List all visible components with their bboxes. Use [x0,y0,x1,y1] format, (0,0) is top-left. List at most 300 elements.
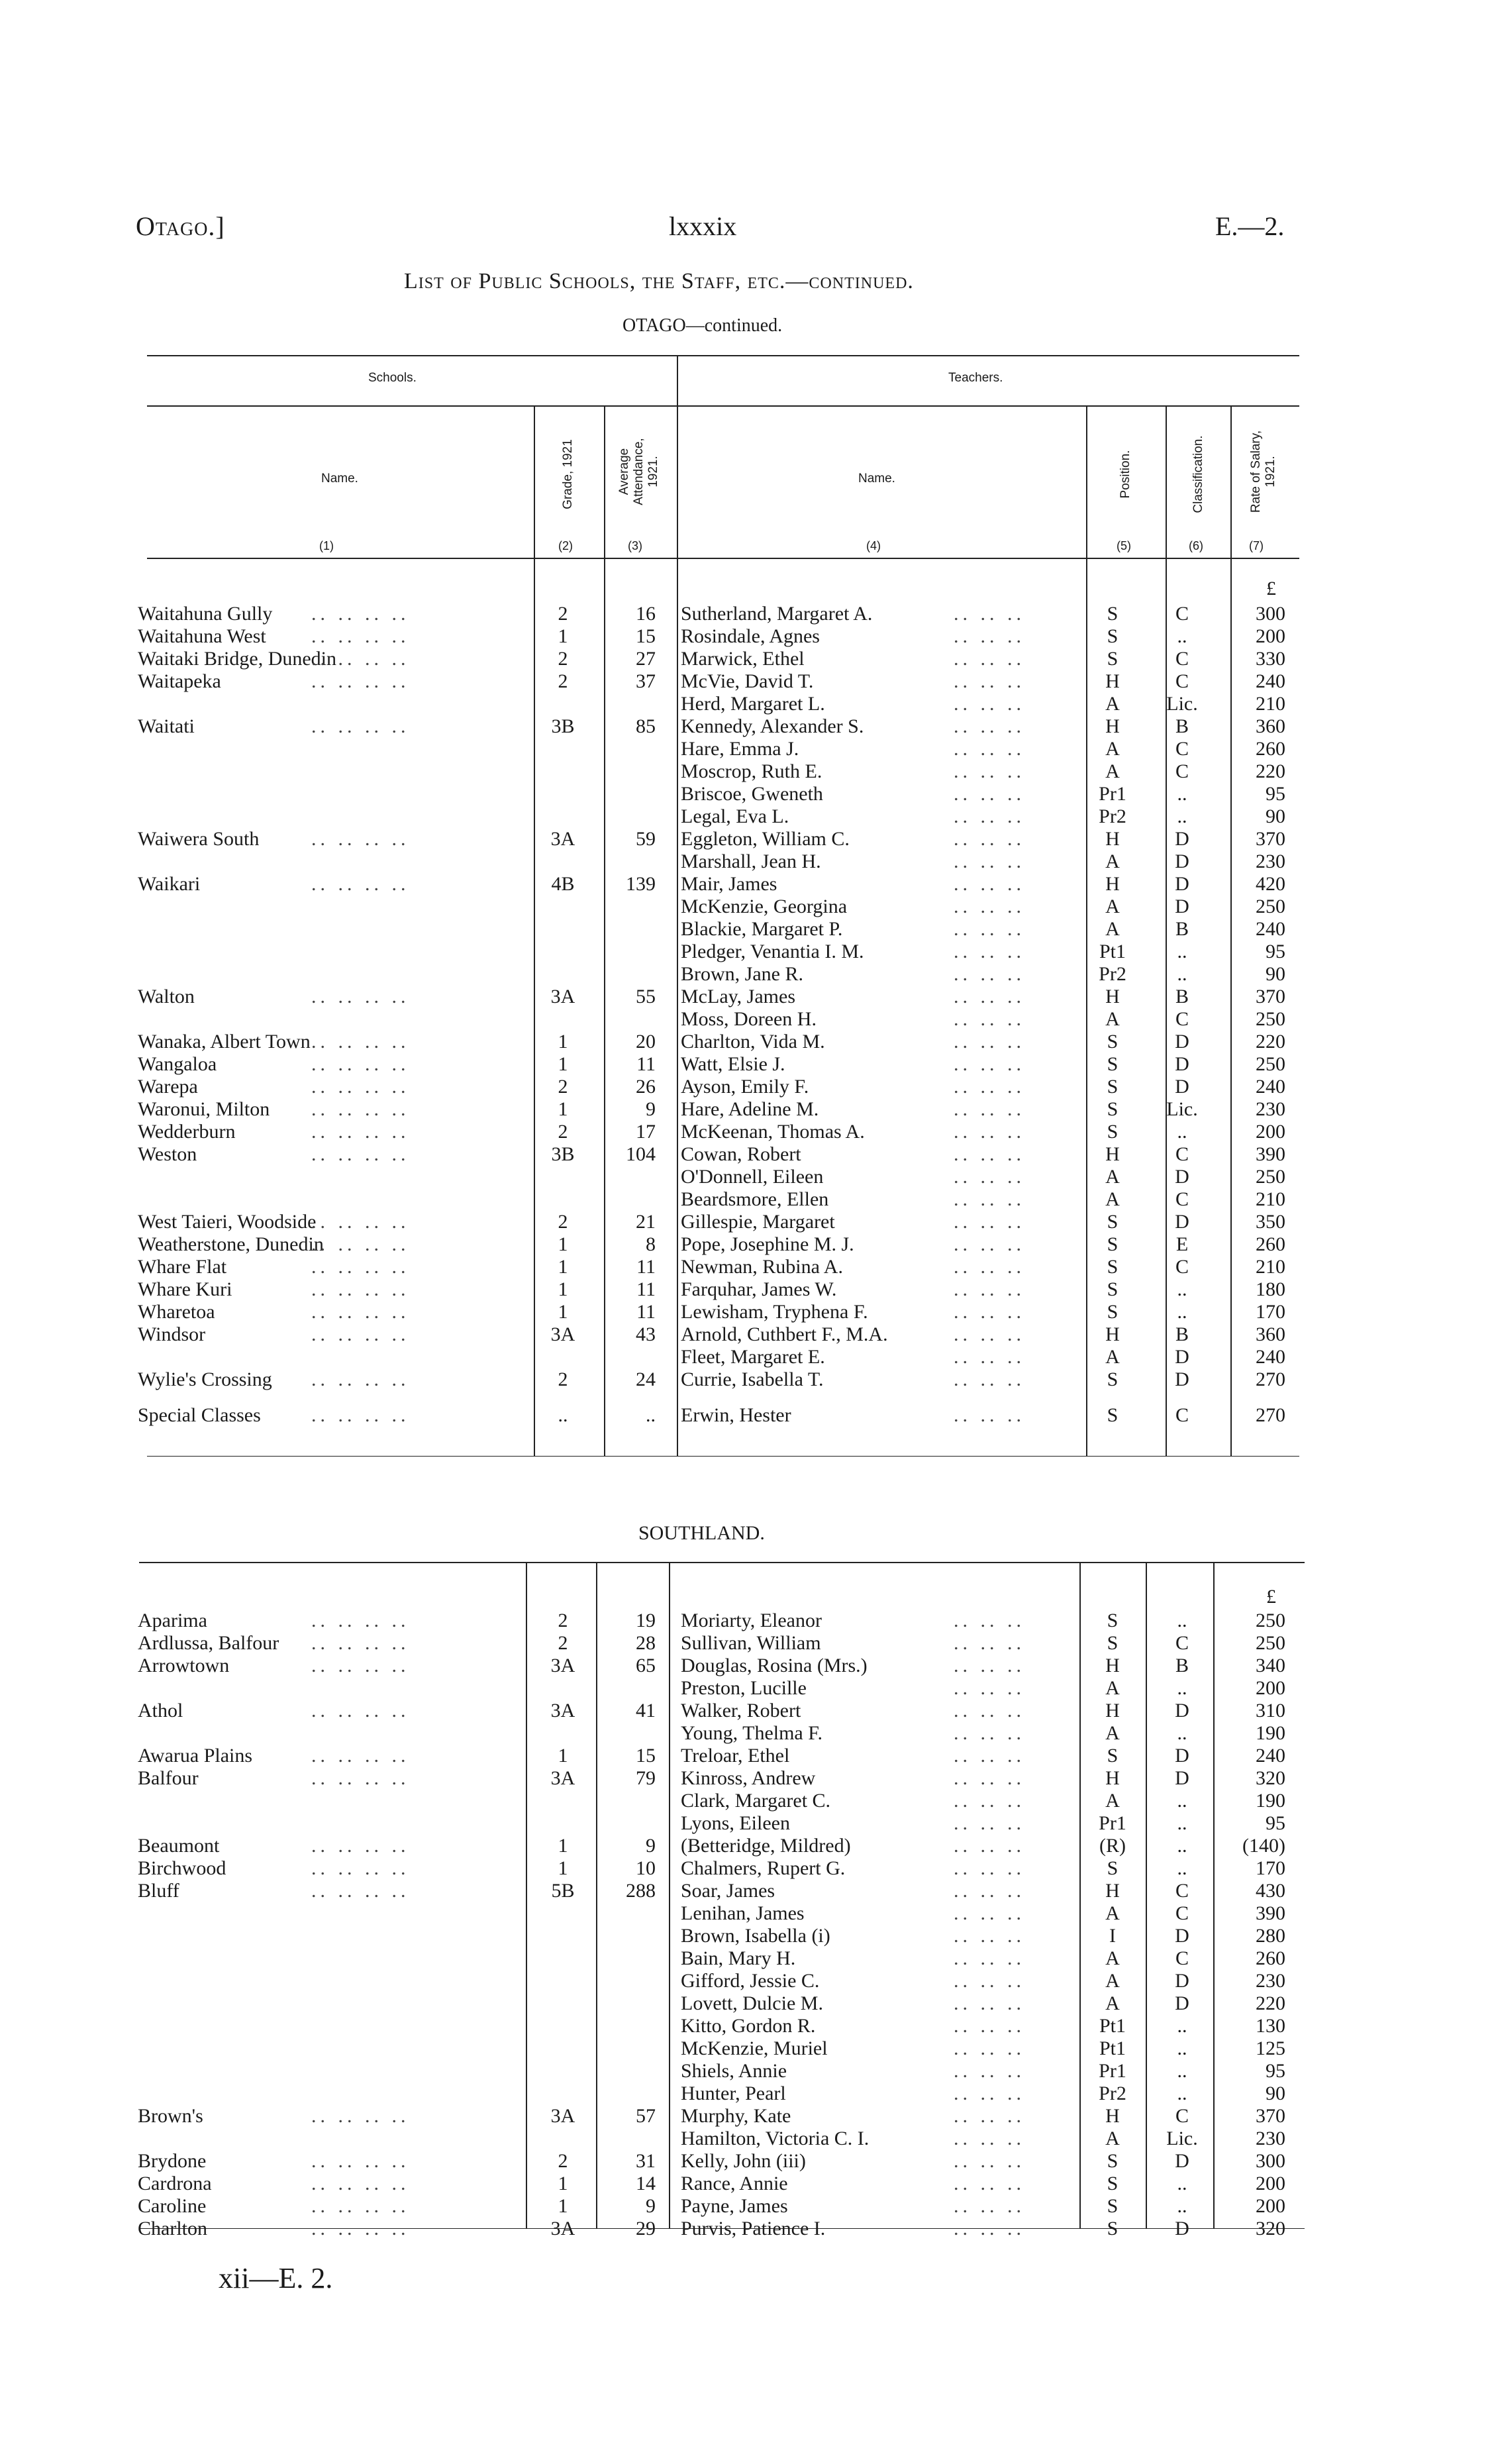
position: A [1105,1947,1120,1969]
column-number: (7) [1249,539,1264,552]
school-name: Waronui, Milton [138,1098,270,1120]
salary: 250 [1256,896,1285,917]
salary: 320 [1256,2218,1285,2239]
classification: .. [1177,2082,1187,2104]
teacher-name: McKenzie, Muriel [681,2037,828,2059]
teacher-name: Treloar, Ethel [681,1745,790,1767]
teacher-name: Moriarty, Eleanor [681,1610,822,1631]
leader-dots: .. .. .. .. [311,1076,410,1098]
salary: 200 [1256,625,1285,647]
salary: 190 [1256,1722,1285,1744]
classification: C [1175,760,1189,782]
leader-dots: .. .. .. .. [311,1655,410,1676]
leader-dots: .. .. .. [954,1166,1025,1188]
leader-dots: .. .. .. .. [311,873,410,895]
school-name: Special Classes [138,1404,261,1426]
table-row [0,603,1494,625]
classification: D [1175,1166,1189,1188]
teacher-name: Legal, Eva L. [681,805,789,827]
table-row [0,1722,1494,1745]
table-row [0,805,1494,828]
leader-dots: .. .. .. [954,1368,1025,1390]
leader-dots: .. .. .. [954,693,1025,715]
grade: 1 [558,1835,568,1857]
leader-dots: .. .. .. [954,2082,1025,2104]
classification: .. [1177,2173,1187,2194]
leader-dots: .. .. .. [954,625,1025,647]
leader-dots: .. .. .. .. [311,1211,410,1233]
average-attendance: 57 [636,2105,656,2127]
school-name: Waitaki Bridge, Dunedin [138,648,337,670]
table-row [0,850,1494,873]
salary: 95 [1266,941,1285,962]
table-row [0,1812,1494,1835]
classification: D [1175,850,1189,872]
leader-dots: .. .. .. [954,1790,1025,1812]
average-attendance: 43 [636,1323,656,1345]
position: S [1107,1031,1119,1052]
table-row [0,760,1494,783]
position: A [1105,1677,1120,1699]
school-name: Aparima [138,1610,207,1631]
salary: 210 [1256,1188,1285,1210]
table-row [0,1880,1494,1902]
leader-dots: .. .. .. [954,1970,1025,1992]
school-name: Waitapeka [138,670,221,692]
average-attendance: 19 [636,1610,656,1631]
classification: D [1175,2150,1189,2172]
grade: 4B [551,873,575,895]
leader-dots: .. .. .. .. [311,1121,410,1143]
table-row [0,1098,1494,1121]
table-row [0,963,1494,986]
currency-symbol: £ [1266,578,1276,599]
classification: C [1175,1880,1189,1902]
grade: 1 [558,1031,568,1052]
column-header-classification: Classification. [1191,435,1205,513]
teacher-name: Murphy, Kate [681,2105,791,2127]
salary: 230 [1256,1098,1285,1120]
table-row [0,1404,1494,1427]
leader-dots: .. .. .. .. [311,715,410,737]
leader-dots: .. .. .. [954,1700,1025,1721]
leader-dots: .. .. .. [954,1677,1025,1699]
position: S [1107,1278,1119,1300]
leader-dots: .. .. .. [954,1053,1025,1075]
leader-dots: .. .. .. [954,1323,1025,1345]
classification: B [1175,715,1189,737]
classification: D [1175,896,1189,917]
average-attendance: 31 [636,2150,656,2172]
leader-dots: .. .. .. [954,1992,1025,2014]
salary: 360 [1256,715,1285,737]
teacher-name: Blackie, Margaret P. [681,918,843,940]
salary: 200 [1256,1677,1285,1699]
teacher-name: Charlton, Vida M. [681,1031,825,1052]
position: Pr1 [1099,2060,1126,2082]
grade: 3A [550,1655,575,1676]
position: S [1107,1404,1119,1426]
classification: D [1175,1211,1189,1233]
leader-dots: .. .. .. [954,1031,1025,1052]
position: A [1105,1970,1120,1992]
classification: .. [1177,805,1187,827]
classification: .. [1177,783,1187,805]
teacher-name: Lewisham, Tryphena F. [681,1301,868,1323]
grade: 3A [550,1767,575,1789]
grade: 3A [550,828,575,850]
page-footer: xii—E. 2. [219,2262,333,2294]
leader-dots: .. .. .. [954,1925,1025,1947]
grade: 3B [551,1143,575,1165]
average-attendance: 8 [646,1233,656,1255]
teacher-name: Moss, Doreen H. [681,1008,817,1030]
table-row [0,1610,1494,1632]
leader-dots: .. .. .. .. [311,670,410,692]
school-name: Wylie's Crossing [138,1368,272,1390]
salary: 220 [1256,1031,1285,1052]
leader-dots: .. .. .. [954,1722,1025,1744]
leader-dots: .. .. .. [954,1745,1025,1767]
salary: 190 [1256,1790,1285,1812]
grade: 2 [558,1076,568,1098]
grade: 5B [551,1880,575,1902]
column-number: (6) [1189,539,1203,552]
position: A [1105,1008,1120,1030]
leader-dots: .. .. .. .. [311,1233,410,1255]
position: H [1105,715,1120,737]
salary: 370 [1256,986,1285,1007]
leader-dots: .. .. .. [954,896,1025,917]
leader-dots: .. .. .. .. [311,1404,410,1426]
average-attendance: 15 [636,625,656,647]
leader-dots: .. .. .. [954,2105,1025,2127]
classification: D [1175,873,1189,895]
teacher-name: Shiels, Annie [681,2060,787,2082]
position: A [1105,1902,1120,1924]
salary: 170 [1256,1301,1285,1323]
school-name: Waitahuna Gully [138,603,273,625]
average-attendance: 288 [626,1880,656,1902]
table-row [0,2037,1494,2060]
column-header-position: Position. [1119,450,1132,499]
teacher-name: Kinross, Andrew [681,1767,816,1789]
group-header-teachers: Teachers. [948,371,1003,385]
salary: 360 [1256,1323,1285,1345]
position: H [1105,1880,1120,1902]
table-row [0,1857,1494,1880]
leader-dots: .. .. .. [954,1121,1025,1143]
average-attendance: 9 [646,2195,656,2217]
classification: .. [1177,1301,1187,1323]
salary: 370 [1256,828,1285,850]
classification: .. [1177,2195,1187,2217]
average-attendance: 65 [636,1655,656,1676]
document-reference: E.—2. [1215,211,1285,241]
salary: 420 [1256,873,1285,895]
salary: (140) [1242,1835,1285,1857]
grade: 3A [550,2218,575,2239]
classification: C [1175,1143,1189,1165]
table-row [0,648,1494,670]
average-attendance: 104 [626,1143,656,1165]
average-attendance: 26 [636,1076,656,1098]
average-attendance: 139 [626,873,656,895]
leader-dots: .. .. .. [954,1767,1025,1789]
leader-dots: .. .. .. [954,1098,1025,1120]
salary: 170 [1256,1857,1285,1879]
teacher-name: Kelly, John (iii) [681,2150,806,2172]
table-row [0,1970,1494,1992]
leader-dots: .. .. .. [954,760,1025,782]
table-row [0,1992,1494,2015]
salary: 210 [1256,1256,1285,1278]
classification: C [1175,1632,1189,1654]
leader-dots: .. .. .. [954,963,1025,985]
average-attendance: 79 [636,1767,656,1789]
average-attendance: 15 [636,1745,656,1767]
teacher-name: McLay, James [681,986,795,1007]
table-row [0,1166,1494,1188]
classification: .. [1177,1790,1187,1812]
grade: 1 [558,1745,568,1767]
grade: 1 [558,2195,568,2217]
leader-dots: .. .. .. .. [311,2105,410,2127]
position: S [1107,1121,1119,1143]
classification: .. [1177,1278,1187,1300]
teacher-name: Pope, Josephine M. J. [681,1233,854,1255]
table-row [0,2150,1494,2173]
teacher-name: McKenzie, Georgina [681,896,848,917]
salary: 220 [1256,760,1285,782]
leader-dots: .. .. .. [954,648,1025,670]
page-number: lxxxix [669,211,737,241]
position: S [1107,2150,1119,2172]
classification: .. [1177,2037,1187,2059]
salary: 210 [1256,693,1285,715]
salary: 250 [1256,1632,1285,1654]
leader-dots: .. .. .. .. [311,1098,410,1120]
position: H [1105,873,1120,895]
school-name: Awarua Plains [138,1745,253,1767]
table-row [0,715,1494,738]
school-name: Weston [138,1143,197,1165]
classification: D [1175,1745,1189,1767]
teacher-name: Sutherland, Margaret A. [681,603,873,625]
classification: C [1175,1404,1189,1426]
table-row [0,2015,1494,2037]
salary: 300 [1256,2150,1285,2172]
school-name: Wanaka, Albert Town [138,1031,311,1052]
leader-dots: .. .. .. [954,986,1025,1007]
school-name: Wangaloa [138,1053,217,1075]
table-row [0,1323,1494,1346]
classification: .. [1177,1812,1187,1834]
classification: .. [1177,1857,1187,1879]
running-header-left: Otago.] [136,211,225,241]
table-row [0,1925,1494,1947]
teacher-name: Mair, James [681,873,777,895]
classification: B [1175,1655,1189,1676]
position: S [1107,1368,1119,1390]
position: A [1105,1166,1120,1188]
position: Pt1 [1099,941,1126,962]
leader-dots: .. .. .. [954,603,1025,625]
leader-dots: .. .. .. [954,2195,1025,2217]
position: S [1107,1301,1119,1323]
classification: D [1175,1053,1189,1075]
average-attendance: 11 [636,1301,656,1323]
classification: .. [1177,963,1187,985]
table-row [0,2173,1494,2195]
column-number: (3) [628,539,642,552]
teacher-name: Bain, Mary H. [681,1947,796,1969]
leader-dots: .. .. .. [954,783,1025,805]
salary: 230 [1256,850,1285,872]
table-row [0,896,1494,918]
grade: 1 [558,1857,568,1879]
classification: .. [1177,1722,1187,1744]
leader-dots: .. .. .. [954,1008,1025,1030]
leader-dots: .. .. .. [954,738,1025,760]
table-row [0,828,1494,850]
teacher-name: Brown, Jane R. [681,963,803,985]
position: A [1105,918,1120,940]
position: H [1105,2105,1120,2127]
salary: 90 [1266,805,1285,827]
leader-dots: .. .. .. [954,1880,1025,1902]
leader-dots: .. .. .. [954,1655,1025,1676]
classification: .. [1177,2015,1187,2037]
section-heading-southland: SOUTHLAND. [638,1522,765,1544]
leader-dots: .. .. .. [954,2218,1025,2239]
school-name: Waitati [138,715,195,737]
teacher-name: Soar, James [681,1880,775,1902]
teacher-name: Marshall, Jean H. [681,850,821,872]
salary: 180 [1256,1278,1285,1300]
position: S [1107,648,1119,670]
school-name: Whare Flat [138,1256,227,1278]
leader-dots: .. .. .. [954,1902,1025,1924]
average-attendance: 29 [636,2218,656,2239]
school-name: Waiwera South [138,828,260,850]
position: A [1105,693,1120,715]
leader-dots: .. .. .. .. [311,2218,410,2239]
grade: 1 [558,625,568,647]
leader-dots: .. .. .. .. [311,2195,410,2217]
teacher-name: Rance, Annie [681,2173,788,2194]
salary: 240 [1256,1346,1285,1368]
classification: D [1175,1076,1189,1098]
grade: 2 [558,670,568,692]
position: Pt1 [1099,2015,1126,2037]
table-row [0,918,1494,941]
school-name: Walton [138,986,195,1007]
classification: C [1175,603,1189,625]
school-name: Beaumont [138,1835,220,1857]
leader-dots: .. .. .. [954,918,1025,940]
classification: D [1175,828,1189,850]
table-row [0,1278,1494,1301]
grade: 2 [558,1632,568,1654]
average-attendance: 17 [636,1121,656,1143]
column-header-school-name: Name. [321,472,358,486]
salary: 125 [1256,2037,1285,2059]
leader-dots: .. .. .. .. [311,1256,410,1278]
leader-dots: .. .. .. [954,2173,1025,2194]
average-attendance: 27 [636,648,656,670]
position: H [1105,670,1120,692]
school-name: Whare Kuri [138,1278,232,1300]
grade: 3A [550,2105,575,2127]
position: S [1107,2173,1119,2194]
classification: C [1175,1947,1189,1969]
teacher-name: Hamilton, Victoria C. I. [681,2128,870,2149]
section-heading-otago: OTAGO—continued. [622,315,783,336]
classification: B [1175,918,1189,940]
grade: .. [558,1404,568,1426]
average-attendance: 9 [646,1098,656,1120]
average-attendance: 21 [636,1211,656,1233]
average-attendance: 11 [636,1053,656,1075]
average-attendance: 9 [646,1835,656,1857]
salary: 280 [1256,1925,1285,1947]
table-row [0,1346,1494,1368]
classification: Lic. [1166,693,1198,715]
position: Pr2 [1099,963,1126,985]
grade: 3A [550,1323,575,1345]
teacher-name: Pledger, Venantia I. M. [681,941,864,962]
table-row [0,1790,1494,1812]
salary: 320 [1256,1767,1285,1789]
salary: 270 [1256,1404,1285,1426]
school-name: Caroline [138,2195,207,2217]
table-row [0,873,1494,896]
classification: D [1175,1700,1189,1721]
table-row [0,1700,1494,1722]
teacher-name: Kitto, Gordon R. [681,2015,816,2037]
salary: 390 [1256,1143,1285,1165]
table-row [0,1031,1494,1053]
leader-dots: .. .. .. .. [311,1745,410,1767]
table-row [0,2128,1494,2150]
classification: C [1175,1008,1189,1030]
grade: 2 [558,1121,568,1143]
school-name: Athol [138,1700,183,1721]
teacher-name: Eggleton, William C. [681,828,850,850]
teacher-name: Arnold, Cuthbert F., M.A. [681,1323,888,1345]
column-number: (5) [1117,539,1131,552]
school-name: Brydone [138,2150,207,2172]
classification: D [1175,1970,1189,1992]
table-row [0,783,1494,805]
group-header-schools: Schools. [368,371,417,385]
grade: 3A [550,1700,575,1721]
teacher-name: McVie, David T. [681,670,814,692]
teacher-name: Gillespie, Margaret [681,1211,835,1233]
leader-dots: .. .. .. .. [311,1610,410,1631]
salary: 230 [1256,2128,1285,2149]
teacher-name: Lenihan, James [681,1902,805,1924]
classification: D [1175,1925,1189,1947]
teacher-name: Farquhar, James W. [681,1278,837,1300]
currency-symbol: £ [1266,1586,1276,1608]
grade: 2 [558,1368,568,1390]
average-attendance: 11 [636,1278,656,1300]
leader-dots: .. .. .. .. [311,828,410,850]
position: H [1105,1767,1120,1789]
leader-dots: .. .. .. .. [311,2173,410,2194]
